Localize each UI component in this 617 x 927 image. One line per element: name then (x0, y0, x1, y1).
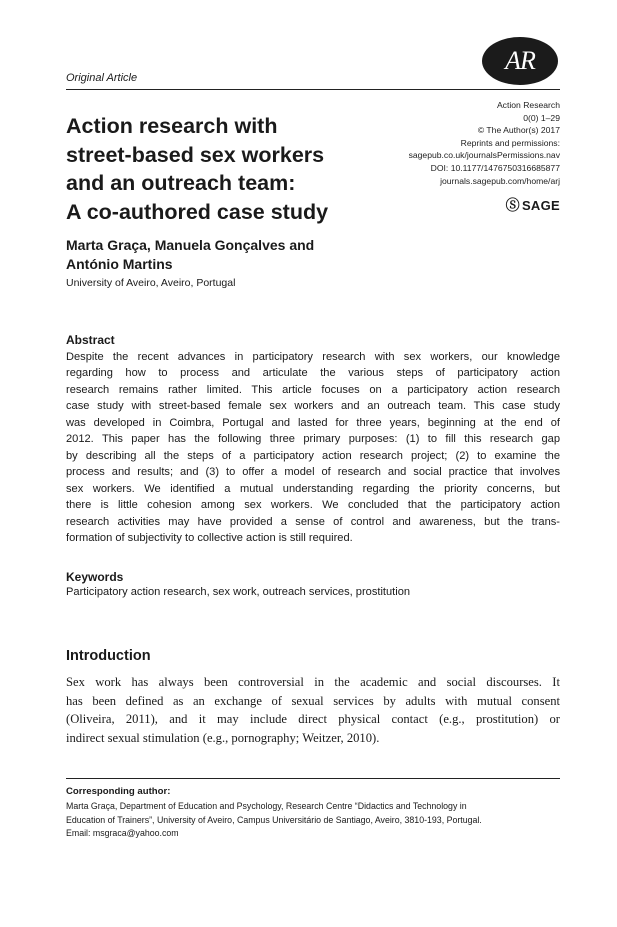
corresponding-author-details (66, 800, 560, 841)
abstract-line: was developed in Coimbra, Portugal and lasted for three years, beginning at the end of (66, 416, 560, 429)
sage-icon: Ⓢ (505, 197, 520, 213)
abstract-line: sex workers. We identified a mutual understanding regarding the priority concerns, but (66, 482, 560, 495)
author-line: António Martins (66, 256, 173, 272)
author-list (66, 236, 314, 274)
corresponding-line: Education of Trainers”, University of Aveiro, Campus Universitário de Santiago, Aveiro, 3810-193, Portugal. (66, 814, 482, 825)
corresponding-author-heading: Corresponding author: (66, 786, 171, 797)
journal-name: Action Research (496, 100, 560, 110)
publisher-logo (506, 195, 560, 215)
title-line: street-based sex workers (66, 142, 325, 167)
introduction-body (66, 673, 560, 747)
corresponding-line: Marta Graça, Department of Education and Psychology, Research Centre “Didactics and Technology in (66, 801, 467, 811)
introduction-line: indirect sexual stimulation (e.g., pornography; Weitzer, 2010). (66, 730, 380, 745)
copyright: © The Author(s) 2017 (477, 125, 560, 136)
abstract-line: case study with street-based female sex workers and an outreach team. This case study (66, 400, 560, 413)
keywords-list: Participatory action research, sex work, outreach services, prostitution (66, 586, 411, 598)
abstract-line: research remains rather limited. This article focuses on a participatory action research (66, 383, 560, 396)
introduction-line: has been defined as an exchange of sexual services by adults with mutual consent (66, 693, 560, 708)
abstract-line: regarding how to process and articulate the various steps of participatory action (66, 367, 560, 380)
header-rule (66, 89, 560, 90)
reprints-link[interactable]: sagepub.co.uk/journalsPermissions.nav (408, 150, 560, 161)
article-title (66, 112, 386, 226)
abstract-line: Despite the recent advances in participatory research with sex workers, our knowledge (66, 351, 560, 363)
title-line: A co-authored case study (66, 199, 329, 224)
abstract-line: by describing all the steps of a participatory action research project; (2) to examine the (66, 449, 560, 462)
author-line: Marta Graça, Manuela Gonçalves and (66, 237, 315, 253)
abstract-line: research activities may have provided a sense of control and awareness, but the trans- (66, 515, 560, 528)
abstract-body (66, 349, 560, 546)
volume-pages: 0(0) 1–29 (523, 112, 560, 123)
abstract-line: formation of subjectivity to collective action is still required. (66, 531, 353, 544)
footnote-rule (66, 778, 560, 779)
publisher-name: SAGE (521, 197, 560, 213)
introduction-line: Sex work has always been controversial in the academic and social discourses. It (66, 675, 560, 689)
reprints-label: Reprints and permissions: (460, 137, 560, 148)
title-line: and an outreach team: (66, 171, 296, 195)
abstract-line: there is little cohesion among sex workers. We concluded that the participatory action (66, 499, 560, 512)
introduction-line: (Oliveira, 2011), and it may include direct physical contact (e.g., prostitution) or (66, 712, 560, 726)
introduction-heading: Introduction (66, 648, 151, 664)
abstract-heading: Abstract (66, 333, 115, 347)
article-type-label: Original Article (66, 72, 138, 84)
journal-logo (482, 37, 558, 85)
doi[interactable]: DOI: 10.1177/1476750316685877 (430, 162, 560, 173)
corresponding-email[interactable]: Email: msgraca@yahoo.com (66, 828, 179, 839)
abstract-line: 2012. This paper has the following three primary purposes: (1) to fill this research gap (66, 433, 560, 446)
abstract-line: process and results; and (3) to offer a model of research and social practice that involves (66, 466, 560, 479)
journal-logo-text: AR (505, 46, 535, 75)
affiliation: University of Aveiro, Aveiro, Portugal (66, 277, 236, 289)
title-line: Action research with (66, 114, 278, 138)
keywords-heading: Keywords (66, 570, 124, 584)
journal-url[interactable]: journals.sagepub.com/home/arj (440, 175, 560, 186)
